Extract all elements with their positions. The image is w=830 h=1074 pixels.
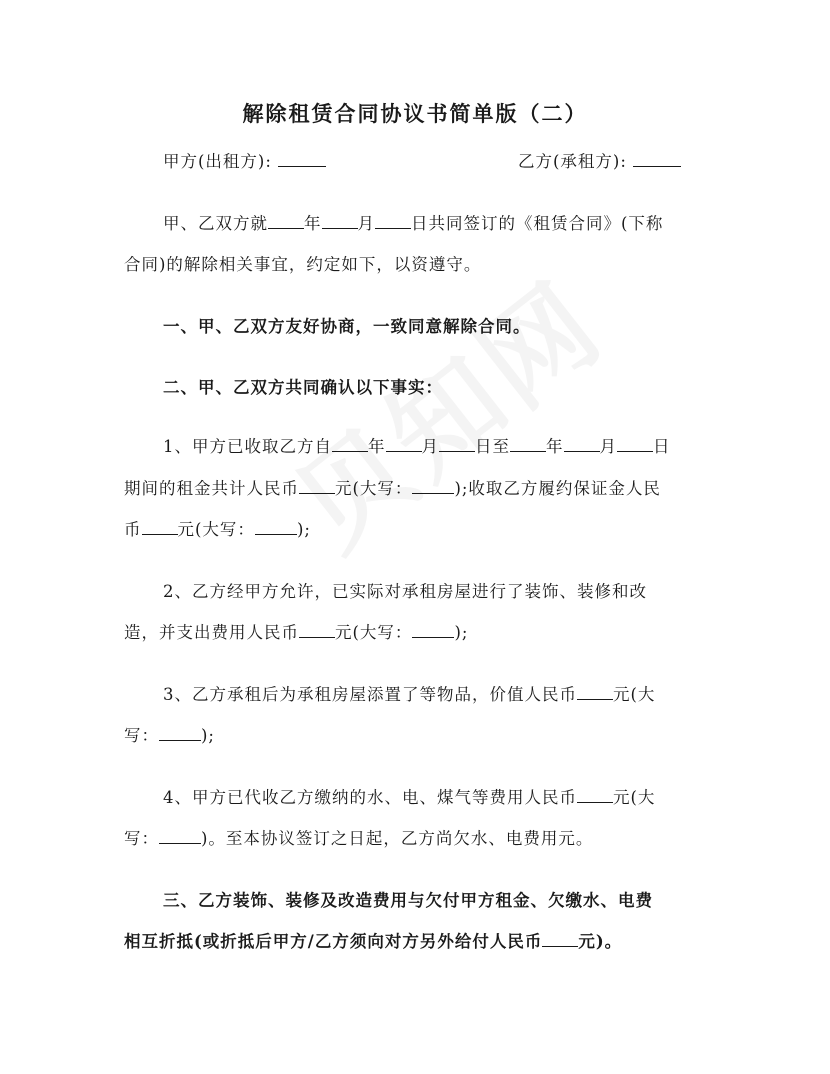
item-2-line-1: 2、乙方经甲方允许，已实际对承租房屋进行了装饰、装修和改 xyxy=(163,582,647,601)
item-text: 4、甲方已代收乙方缴纳的水、电、煤气等费用人民币 xyxy=(163,788,577,807)
intro-line-2: 合同)的解除相关事宜，约定如下，以资遵守。 xyxy=(124,255,482,274)
item-text: 期间的租金共计人民币 xyxy=(124,479,299,498)
item-text: 元(大 xyxy=(613,685,656,704)
item-text: 元(大写： xyxy=(177,520,255,539)
blank xyxy=(412,476,454,494)
clause-text: 元)。 xyxy=(578,932,623,951)
item-3-line-1 xyxy=(163,681,655,705)
blank xyxy=(299,620,335,638)
blank xyxy=(577,785,613,803)
item-text: 元(大写： xyxy=(335,479,413,498)
intro-text: 年 xyxy=(304,214,322,233)
item-text: 月 xyxy=(599,437,617,456)
item-text: 写： xyxy=(124,829,159,848)
blank xyxy=(439,434,475,452)
blank xyxy=(142,517,178,535)
blank xyxy=(255,517,297,535)
item-2-line-2 xyxy=(124,619,468,643)
intro-text: 甲、乙双方就 xyxy=(163,214,268,233)
item-text: 日至 xyxy=(475,437,510,456)
blank xyxy=(322,211,358,229)
intro-text: 日共同签订的《租赁合同》(下称 xyxy=(411,214,664,233)
blank xyxy=(412,620,454,638)
item-text: 月 xyxy=(421,437,439,456)
item-text: 3、乙方承租后为承租房屋添置了等物品，价值人民币 xyxy=(163,685,577,704)
item-text: ); xyxy=(296,520,311,539)
blank xyxy=(542,929,578,947)
clause-1: 一、甲、乙双方友好协商，一致同意解除合同。 xyxy=(163,317,531,336)
blank xyxy=(159,826,201,844)
item-text: 写： xyxy=(124,726,159,745)
clause-3-line-2 xyxy=(124,928,622,952)
item-text: 元(大 xyxy=(613,788,656,807)
clause-text: 相互折抵(或折抵后甲方/乙方须向对方另外给付人民币 xyxy=(124,932,543,951)
watermark xyxy=(258,240,630,579)
item-text: )。至本协议签订之日起，乙方尚欠水、电费用元。 xyxy=(201,829,594,848)
party-b xyxy=(518,148,681,172)
item-1-line-1 xyxy=(163,433,671,457)
item-text: 年 xyxy=(546,437,564,456)
party-a-blank xyxy=(278,149,326,167)
blank xyxy=(510,434,546,452)
item-text: 年 xyxy=(368,437,386,456)
blank xyxy=(577,682,613,700)
blank xyxy=(332,434,368,452)
item-text: 造，并支出费用人民币 xyxy=(124,623,299,642)
intro-text: 月 xyxy=(357,214,375,233)
clause-3-line-1: 三、乙方装饰、装修及改造费用与欠付甲方租金、欠缴水、电费 xyxy=(163,891,653,910)
item-3-line-2 xyxy=(124,722,215,746)
blank xyxy=(375,211,411,229)
blank xyxy=(564,434,600,452)
item-text: ); xyxy=(454,623,469,642)
blank xyxy=(386,434,422,452)
blank xyxy=(159,723,201,741)
document-title: 解除租赁合同协议书简单版（二） xyxy=(242,101,588,126)
item-text: 1、甲方已收取乙方自 xyxy=(163,437,332,456)
party-a xyxy=(163,148,326,172)
party-a-label: 甲方(出租方): xyxy=(163,152,272,171)
blank xyxy=(299,476,335,494)
item-4-line-1 xyxy=(163,784,655,808)
item-1-line-3 xyxy=(124,516,311,540)
clause-2: 二、甲、乙双方共同确认以下事实： xyxy=(163,378,443,397)
item-4-line-2 xyxy=(124,825,593,849)
item-text: ); xyxy=(201,726,215,745)
item-text: );收取乙方履约保证金人民 xyxy=(454,479,661,498)
item-1-line-2 xyxy=(124,475,661,499)
blank xyxy=(617,434,653,452)
item-text: 日 xyxy=(653,437,671,456)
item-text: 币 xyxy=(124,520,142,539)
intro-line-1 xyxy=(163,210,663,234)
item-text: 元(大写： xyxy=(335,623,413,642)
blank xyxy=(268,211,304,229)
party-b-label: 乙方(承租方): xyxy=(518,152,627,171)
party-b-blank xyxy=(633,149,681,167)
